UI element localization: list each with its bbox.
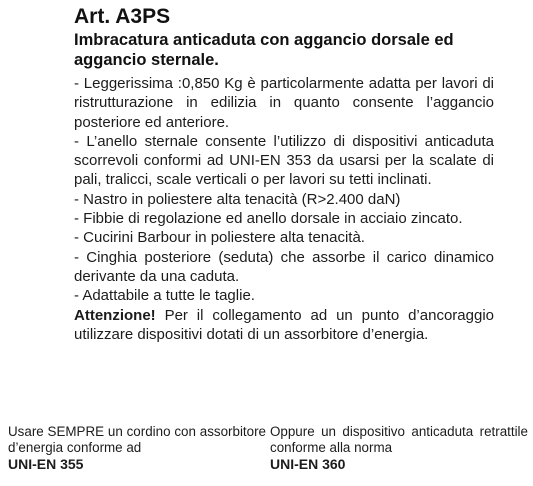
- feature-item: - L’anello sternale consente l’utilizzo di dispositivi anticaduta scorrevoli conformi ad UNI-EN 353 da usarsi per la scalate di pali, tralicci, scale verticali o per lavori su tetti inclinati.: [74, 132, 494, 189]
- attention-label: Attenzione!: [74, 306, 156, 324]
- feature-item: - Cucirini Barbour in poliestere alta tenacità.: [74, 229, 365, 247]
- feature-item: - Nastro in poliestere alta tenacità (R>2.400 daN): [74, 190, 401, 208]
- feature-item: - Cinghia posteriore (seduta) che assorbe il carico dinamico derivante da una caduta.: [74, 248, 494, 285]
- feature-list: [74, 74, 494, 344]
- feature-item: - Leggerissima :0,850 Kg è particolarmente adatta per lavori di ristrutturazione in edilizia in quanto consente l’aggancio posteriore ed anteriore.: [74, 75, 494, 131]
- footer-right-text: Oppure un dispositivo anticaduta retrattile conforme alla norma: [270, 424, 528, 455]
- attention-text: Per il collegamento ad un punto d’ancoraggio utilizzare dispositivi dotati di un assorbitore d’energia.: [74, 306, 494, 343]
- product-subtitle: Imbracatura anticaduta con aggancio dorsale ed aggancio sternale.: [74, 31, 454, 69]
- attention-note: [74, 306, 494, 345]
- footer-right-note: [270, 424, 528, 472]
- footer-left-note: [8, 424, 266, 472]
- feature-item: - Fibbie di regolazione ed anello dorsale in acciaio zincato.: [74, 210, 463, 228]
- footer-right-norm: UNI-EN 360: [270, 456, 346, 472]
- product-description: [74, 6, 494, 344]
- product-title: Art. A3PS: [74, 5, 171, 28]
- footer-left-norm: UNI-EN 355: [8, 456, 84, 472]
- feature-item: - Adattabile a tutte le taglie.: [74, 287, 255, 305]
- footer-left-text: Usare SEMPRE un cordino con assorbitore d’energia conforme ad: [8, 424, 266, 455]
